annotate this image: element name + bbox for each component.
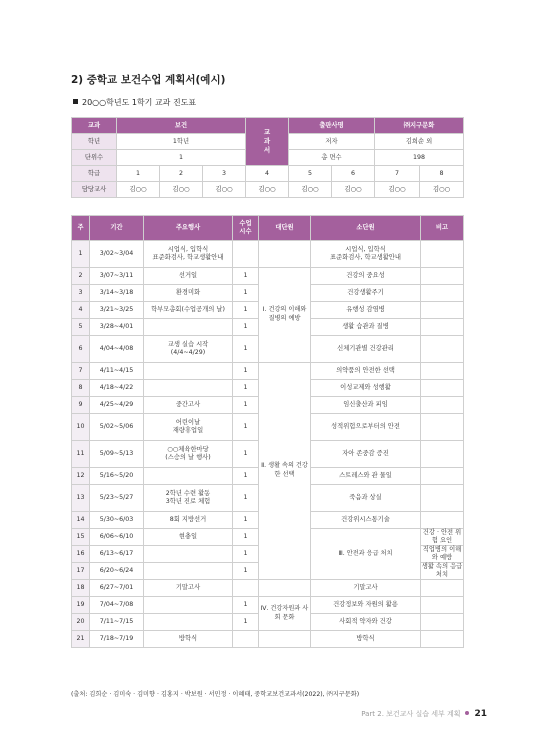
note-cell [421,285,464,302]
credit-label: 단위수 [72,150,117,166]
event-cell: 어린이날 재량휴업일 [144,414,233,441]
publisher-label: 출판사명 [289,118,375,134]
table-row [72,597,464,614]
unit-cell-empty [259,580,311,597]
period-cell: 5/30~6/03 [90,512,144,529]
week-cell: 13 [72,485,90,512]
hours-cell: 1 [233,380,259,397]
week-cell: 6 [72,336,90,363]
period-cell: 3/28~4/01 [90,319,144,336]
header-event: 주요행사 [144,216,233,241]
teacher-name: 김○○ [289,182,332,198]
subunit-cell: 건강정보와 자원의 활용 [311,597,421,614]
subject-label: 교과 [72,118,117,134]
class-number: 6 [332,166,375,182]
teacher-label: 담당교사 [72,182,117,198]
class-number: 5 [289,166,332,182]
event-cell: 선거일 [144,268,233,285]
week-cell: 2 [72,268,90,285]
note-cell [421,580,464,597]
period-cell: 4/25~4/29 [90,397,144,414]
total-hours-value: 198 [375,150,464,166]
week-cell: 9 [72,397,90,414]
hours-cell: 1 [233,546,259,563]
note-cell [421,319,464,336]
event-cell [144,614,233,631]
hours-cell: 1 [233,414,259,441]
unit-cell: Ⅳ. 건강자원과 사회 문화 [259,597,311,631]
class-number: 7 [375,166,420,182]
subunit-cell: 의약품의 안전한 선택 [311,363,421,380]
note-cell [421,302,464,319]
source-citation: (출처: 김희순 · 김미숙 · 김미향 · 김홍지 · 박보원 · 서민정 · 이혜태, 중학교보건교과서(2022), ㈜지구문화) [71,691,360,698]
period-cell: 6/06~6/10 [90,529,144,546]
note-cell [421,268,464,285]
header-period: 기간 [90,216,144,241]
week-cell: 12 [72,468,90,485]
subunit-cell: 사회적 약자와 건강 [311,614,421,631]
subunit-cell: 자아 존중감 증진 [311,441,421,468]
teacher-name: 김○○ [203,182,246,198]
header-unit: 대단원 [259,216,311,241]
hours-cell: 1 [233,441,259,468]
table-row [72,241,464,268]
period-cell: 4/18~4/22 [90,380,144,397]
textbook-label-text: 교과서 [263,128,271,154]
table-row [72,580,464,597]
subunit-cell: 생활 속의 응급처치 [421,563,463,578]
event-cell: 현충일 [144,529,233,546]
table-row [72,268,464,285]
subunit-cell: 시업식, 입학식 표준화검사, 학교생활안내 [311,241,421,268]
subunit-cell: 성적위험으로부터의 안전 [311,414,421,441]
hours-cell [233,580,259,597]
week-cell: 10 [72,414,90,441]
note-cell [421,397,464,414]
period-cell: 4/11~4/15 [90,363,144,380]
week-cell: 5 [72,319,90,336]
hours-cell: 1 [233,319,259,336]
event-cell: 환경미화 [144,285,233,302]
note-cell [421,597,464,614]
week-cell: 7 [72,363,90,380]
note-cell [421,380,464,397]
subunit-cell: 유행성 감염병 [311,302,421,319]
week-cell: 8 [72,380,90,397]
class-number: 1 [117,166,160,182]
unit-cell-empty [259,631,311,648]
schedule-table [71,215,464,648]
week-cell: 3 [72,285,90,302]
note-cell [421,363,464,380]
hours-cell: 1 [233,512,259,529]
event-cell [144,546,233,563]
event-cell [144,319,233,336]
week-cell: 21 [72,631,90,648]
period-cell: 6/13~6/17 [90,546,144,563]
event-cell [144,468,233,485]
week-cell: 18 [72,580,90,597]
event-cell: 방학식 [144,631,233,648]
event-cell [144,363,233,380]
hours-cell: 1 [233,363,259,380]
header-week: 주 [72,216,90,241]
event-cell: 중간고사 [144,397,233,414]
period-cell: 5/23~5/27 [90,485,144,512]
hours-cell: 1 [233,285,259,302]
hours-cell: 1 [233,529,259,546]
week-cell: 14 [72,512,90,529]
table-row [72,631,464,648]
author-value: 김희순 외 [375,134,464,150]
note-cell [421,241,464,268]
teacher-name: 김○○ [332,182,375,198]
header-note: 비고 [421,216,464,241]
note-cell [421,631,464,648]
period-cell: 7/18~7/19 [90,631,144,648]
page-heading: 2) 중학교 보건수업 계획서(예시) [71,74,226,86]
table-subheading [73,97,196,108]
header-subunit: 소단원 [311,216,421,241]
unit-cell-empty [259,241,311,268]
header-hours [233,216,259,241]
event-cell [144,563,233,580]
event-cell: 8회 지방선거 [144,512,233,529]
teacher-name: 김○○ [117,182,160,198]
event-cell: 시업식, 입학식 표준화검사, 학교생활안내 [144,241,233,268]
period-cell: 6/20~6/24 [90,563,144,580]
period-cell: 5/02~5/06 [90,414,144,441]
hours-cell: 1 [233,597,259,614]
subunit-cell: 건강의 중요성 [311,268,421,285]
hours-cell [233,631,259,648]
week-cell: 4 [72,302,90,319]
period-cell: 7/04~7/08 [90,597,144,614]
note-cell [421,485,464,512]
footer-dot-icon [465,711,469,715]
class-number: 3 [203,166,246,182]
subunit-cell: 스트레스와 관 물일 [311,468,421,485]
hours-cell: 1 [233,614,259,631]
subunit-cell: 생활 습관과 질병 [311,319,421,336]
header-hours-text: 수업 시수 [239,220,252,235]
event-cell: 학부모총회(수업공개의 날) [144,302,233,319]
note-cell [421,441,464,468]
event-cell: 2학년 수련 활동 3학년 진로 체험 [144,485,233,512]
period-cell: 4/04~4/08 [90,336,144,363]
page-number: 21 [474,709,487,719]
hours-cell [233,241,259,268]
note-cell [421,414,464,441]
note-cell [421,468,464,485]
week-cell: 17 [72,563,90,580]
subunit-cell: 신체기관별 건강관리 [311,336,421,363]
week-cell: 1 [72,241,90,268]
event-cell [144,597,233,614]
subunit-cell: 죽음과 상실 [311,485,421,512]
grade-value: 1학년 [117,134,246,150]
week-cell: 11 [72,441,90,468]
subunit-cell: 임신출산과 피임 [311,397,421,414]
note-cell [421,512,464,529]
page-footer [361,709,487,719]
subunit-cell: 건강위시스통기술 [311,512,421,529]
total-hours-label: 총 면수 [289,150,375,166]
period-cell: 5/16~5/20 [90,468,144,485]
footer-section: Part 2. 보건교사 실습 세부 계획 [361,710,461,718]
hours-cell: 1 [233,336,259,363]
author-label: 저자 [289,134,375,150]
course-info-table [71,117,464,198]
teacher-name: 김○○ [246,182,289,198]
subunit-cell: 직업병의 이해와 예방 [421,546,464,563]
publisher-value: ㈜지구문화 [375,118,464,134]
credit-value: 1 [117,150,246,166]
period-cell: 3/21~3/25 [90,302,144,319]
note-cell [421,336,464,363]
period-cell: 3/07~3/11 [90,268,144,285]
period-cell: 7/11~7/15 [90,614,144,631]
subunit-cell: 방학식 [311,631,421,648]
period-cell: 3/02~3/04 [90,241,144,268]
event-cell: 기말고사 [144,580,233,597]
unit-cell: Ⅱ. 생활 속의 건강한 선택 [259,363,311,580]
schedule-body [72,241,464,648]
week-cell: 15 [72,529,90,546]
teacher-name: 김○○ [420,182,464,198]
period-cell: 5/09~5/13 [90,441,144,468]
class-number: 4 [246,166,289,182]
period-cell: 6/27~7/01 [90,580,144,597]
week-cell: 19 [72,597,90,614]
teacher-name: 김○○ [160,182,203,198]
textbook-label [246,118,289,166]
hours-cell: 1 [233,563,259,580]
teacher-name: 김○○ [375,182,420,198]
grade-label: 학년 [72,134,117,150]
period-cell: 3/14~3/18 [90,285,144,302]
subject-value: 보건 [117,118,246,134]
subunit-cell: 기말고사 [311,580,421,597]
class-number: 8 [420,166,464,182]
event-cell: ○○체육한마당 (스승의 날 행사) [144,441,233,468]
hours-cell: 1 [233,485,259,512]
unit-cell: Ⅲ. 안전과 응급 처치 [311,529,421,580]
table-row [72,363,464,380]
subunit-cell: 이성교제와 성행활 [311,380,421,397]
subunit-cell: 건강 · 안전 위험 요인 [421,529,464,546]
class-number: 2 [160,166,203,182]
event-cell [144,380,233,397]
event-cell: 교생 실습 시작 (4/4~4/29) [144,336,233,363]
hours-cell: 1 [233,468,259,485]
note-cell [421,614,464,631]
hours-cell: 1 [233,268,259,285]
hours-cell: 1 [233,302,259,319]
hours-cell: 1 [233,397,259,414]
class-label: 학급 [72,166,117,182]
subheading-text: 20○○학년도 1학기 교과 진도표 [82,98,197,107]
week-cell: 16 [72,546,90,563]
bullet-icon [73,99,78,104]
unit-cell: Ⅰ. 건강의 이해와 질병의 예방 [259,268,311,363]
week-cell: 20 [72,614,90,631]
subunit-cell: 건강생활주기 [311,285,421,302]
